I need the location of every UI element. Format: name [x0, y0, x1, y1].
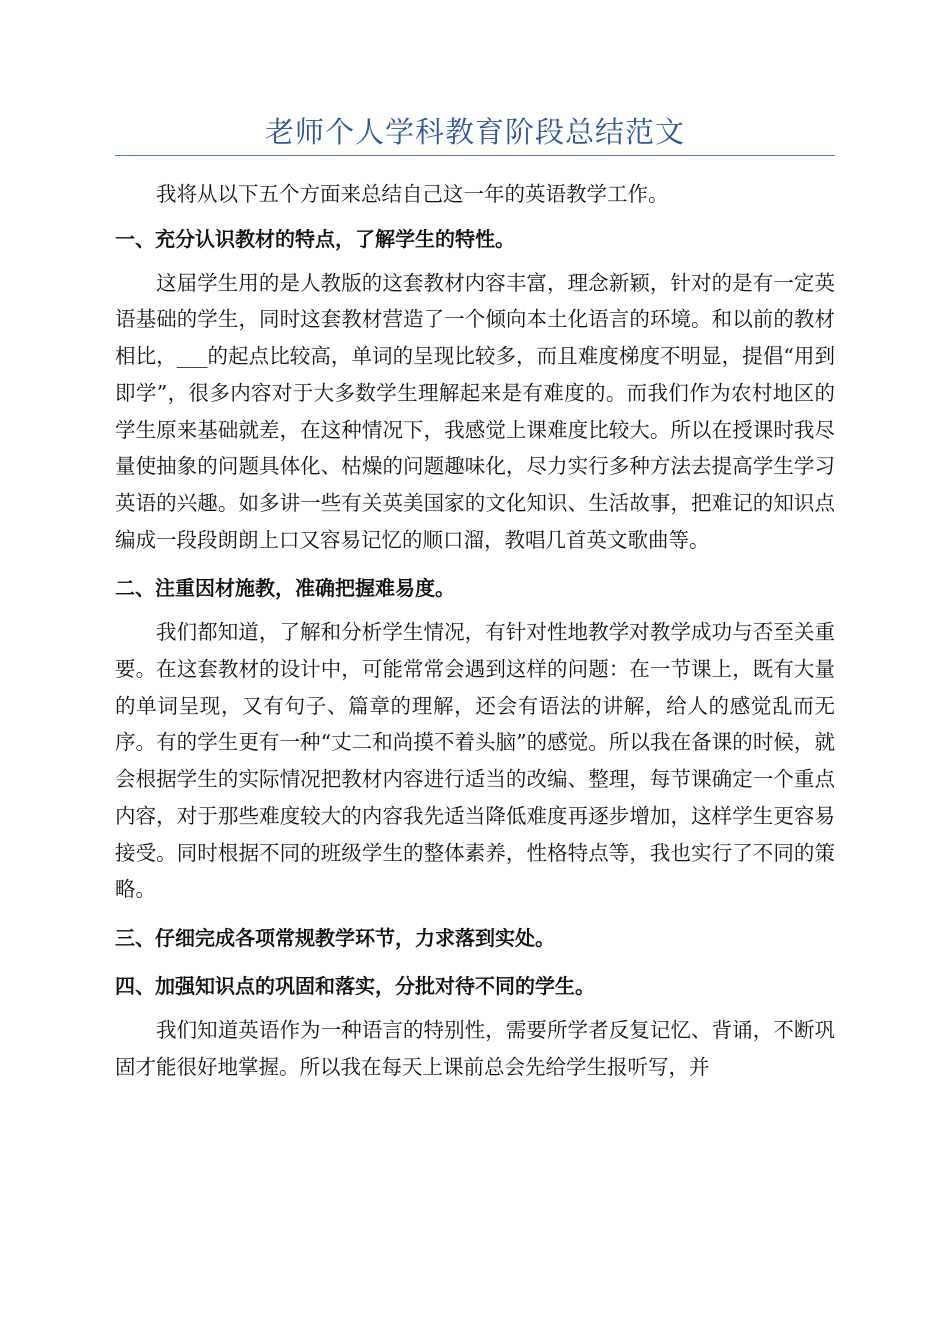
title-underline [115, 155, 835, 156]
section-2-paragraph: 我们都知道，了解和分析学生情况，有针对性地教学对教学成功与否至关重要。在这套教材的设计中，可能常常会遇到这样的问题：在一节课上，既有大量的单词呈现，又有句子、篇章的理解，还会有语法的讲解，给人的感觉乱而无序。有的学生更有一种“丈二和尚摸不着头脑”的感觉。所以我在备课的时候，就会根据学生的实际情况把教材内容进行适当的改编、整理，每节课确定一个重点内容，对于那些难度较大的内容我先适当降低难度再逐步增加，这样学生更容易接受。同时根据不同的班级学生的整体素养，性格特点等，我也实行了不同的策略。 [115, 620, 835, 902]
intro-paragraph: 我将从以下五个方面来总结自己这一年的英语教学工作。 [156, 182, 669, 206]
section-1-heading: 一、充分认识教材的特点，了解学生的特性。 [115, 226, 515, 251]
section-3-heading: 三、仔细完成各项常规教学环节，力求落到实处。 [115, 925, 555, 950]
document-title: 老师个人学科教育阶段总结范文 [264, 115, 685, 149]
section-2-heading: 二、注重因材施教，准确把握难易度。 [115, 576, 455, 601]
section-1-paragraph: 这届学生用的是人教版的这套教材内容丰富，理念新颖，针对的是有一定英语基础的学生，同时这套教材营造了一个倾向本土化语言的环境。和以前的教材相比，___的起点比较高，单词的呈现比较多，而且难度梯度不明显，提倡“用到即学”，很多内容对于大多数学生理解起来是有难度的。而我们作为农村地区的学生原来基础就差，在这种情况下，我感觉上课难度比较大。所以在授课时我尽量使抽象的问题具体化、枯燥的问题趣味化，尽力实行多种方法去提高学生学习英语的兴趣。如多讲一些有关英美国家的文化知识、生活故事，把难记的知识点编成一段段朗朗上口又容易记忆的顺口溜，教唱几首英文歌曲等。 [115, 270, 835, 552]
document-body [115, 176, 835, 1085]
section-4-heading: 四、加强知识点的巩固和落实，分批对待不同的学生。 [115, 973, 595, 998]
section-4-paragraph: 我们知道英语作为一种语言的特别性，需要所学者反复记忆、背诵，不断巩固才能很好地掌握。所以我在每天上课前总会先给学生报听写，并 [115, 1017, 835, 1079]
